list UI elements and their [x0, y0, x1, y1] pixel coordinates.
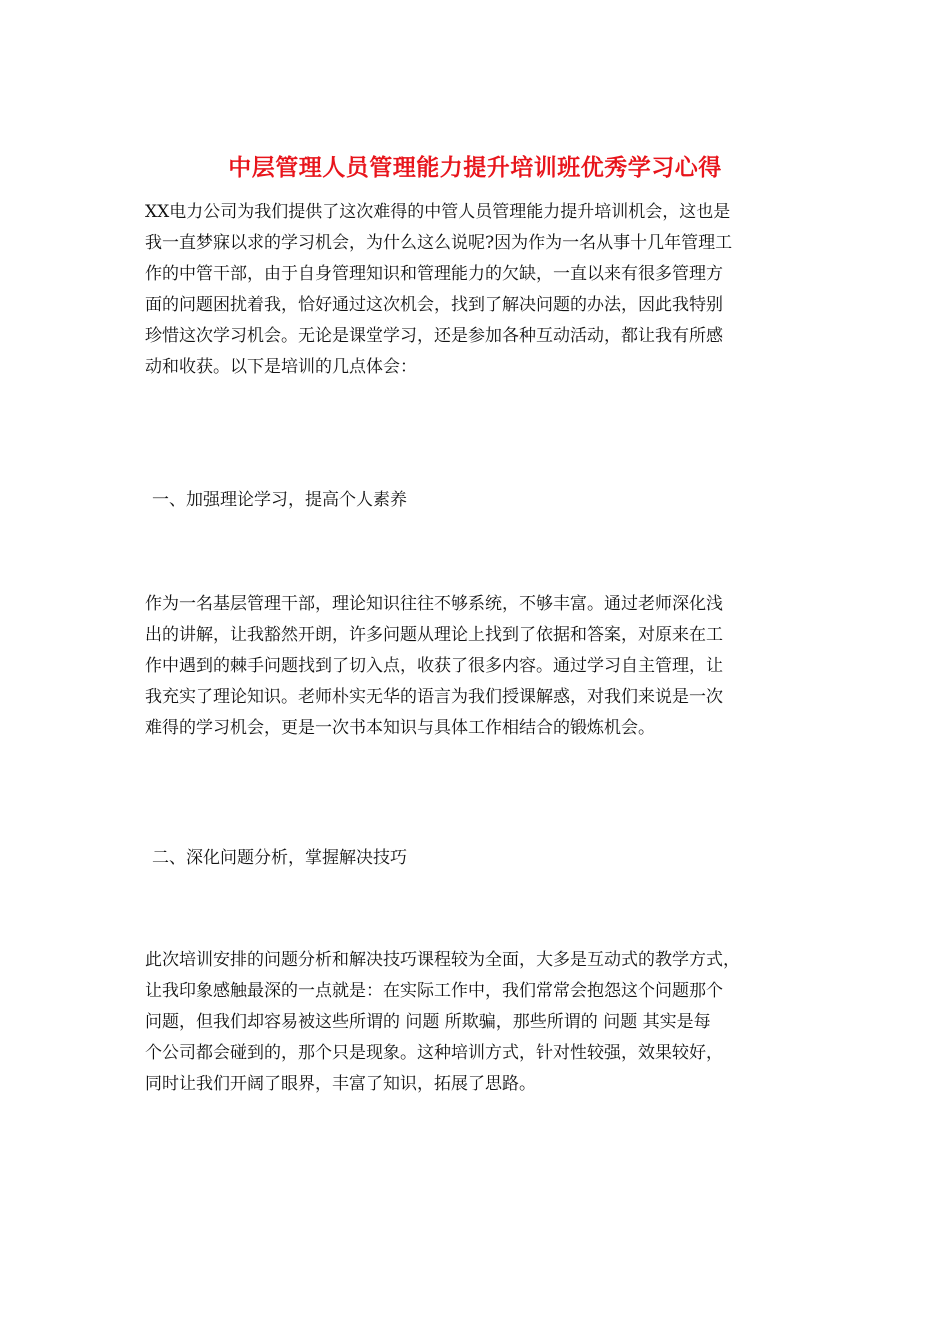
paragraph-line: 个公司都会碰到的，那个只是现象。这种培训方式，针对性较强，效果较好， [145, 1043, 723, 1063]
paragraph-line: 面的问题困扰着我，恰好通过这次机会，找到了解决问题的办法，因此我特别 [145, 295, 723, 315]
section-heading-1: 一、加强理论学习，提高个人素养 [152, 490, 407, 510]
paragraph-line: 难得的学习机会，更是一次书本知识与具体工作相结合的锻炼机会。 [145, 718, 655, 738]
intro-paragraph [145, 197, 815, 383]
paragraph-line: 此次培训安排的问题分析和解决技巧课程较为全面，大多是互动式的教学方式， [145, 950, 740, 970]
paragraph-line: XX电力公司为我们提供了这次难得的中管人员管理能力提升培训机会，这也是 [145, 202, 731, 222]
paragraph-line: 出的讲解，让我豁然开朗，许多问题从理论上找到了依据和答案，对原来在工 [145, 625, 723, 645]
paragraph-line: 同时让我们开阔了眼界，丰富了知识，拓展了思路。 [145, 1074, 536, 1094]
paragraph-line: 作的中管干部，由于自身管理知识和管理能力的欠缺，一直以来有很多管理方 [145, 264, 723, 284]
paragraph-line: 我充实了理论知识。老师朴实无华的语言为我们授课解惑，对我们来说是一次 [145, 687, 723, 707]
paragraph-line: 作中遇到的棘手问题找到了切入点，收获了很多内容。通过学习自主管理，让 [145, 656, 723, 676]
section-2-paragraph [145, 945, 815, 1100]
paragraph-line: 珍惜这次学习机会。无论是课堂学习，还是参加各种互动活动，都让我有所感 [145, 326, 723, 346]
paragraph-line: 问题，但我们却容易被这些所谓的 问题 所欺骗，那些所谓的 问题 其实是每 [145, 1012, 711, 1032]
section-heading-2: 二、深化问题分析，掌握解决技巧 [152, 848, 407, 868]
paragraph-line: 我一直梦寐以求的学习机会，为什么这么说呢?因为作为一名从事十几年管理工 [145, 233, 733, 253]
section-1-paragraph [145, 589, 815, 744]
paragraph-line: 作为一名基层管理干部，理论知识往往不够系统，不够丰富。通过老师深化浅 [145, 594, 723, 614]
document-title: 中层管理人员管理能力提升培训班优秀学习心得 [228, 154, 722, 181]
paragraph-line: 动和收获。以下是培训的几点体会： [145, 357, 417, 377]
paragraph-line: 让我印象感触最深的一点就是：在实际工作中，我们常常会抱怨这个问题那个 [145, 981, 723, 1001]
